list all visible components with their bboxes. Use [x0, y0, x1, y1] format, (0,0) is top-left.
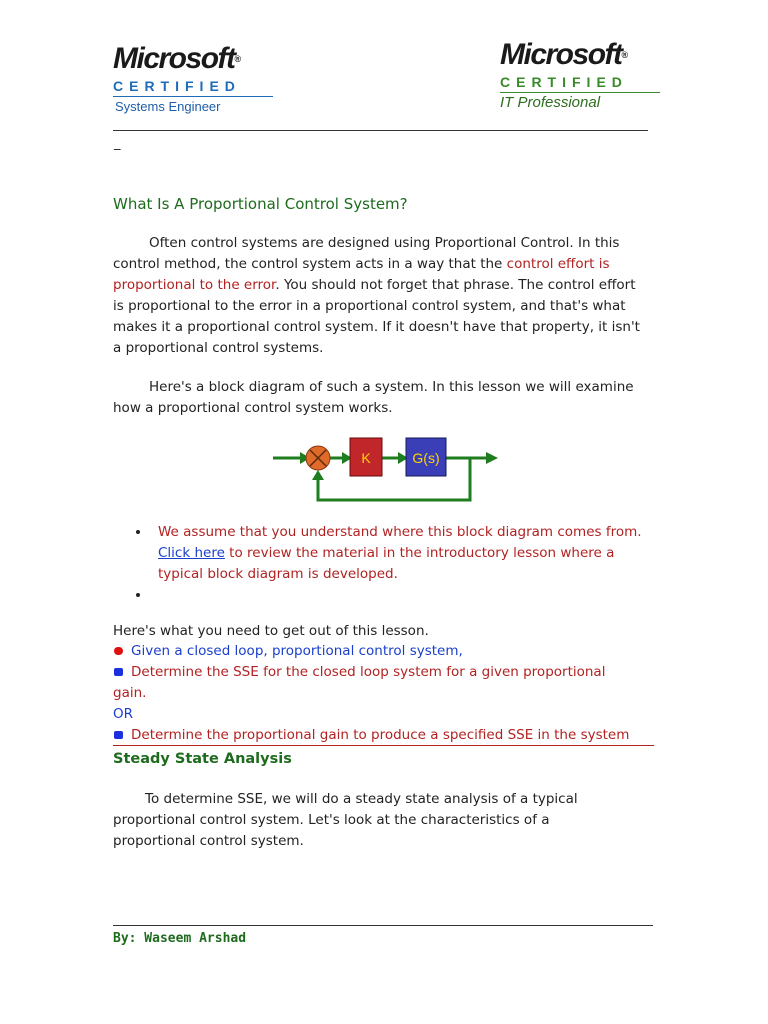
logo-certified: CERTIFIED	[113, 78, 241, 94]
logo-brand: Microsoft®	[113, 42, 242, 75]
footer-rule	[113, 925, 653, 926]
bullet-dot	[136, 593, 140, 597]
feedback-arrow-head	[312, 470, 324, 480]
author-byline: By: Waseem Arshad	[113, 931, 247, 946]
bullet-text: to review the material in the introductory lesson where a typical block diagram is developed.	[158, 545, 615, 582]
paragraph-text: Often control systems are designed using Proportional Control. In this control method, the control system acts in a way that the	[113, 235, 620, 272]
feedback-wire	[318, 458, 470, 500]
goals-intro: Here's what you need to get out of this lesson.	[113, 623, 429, 639]
header-rule	[113, 130, 648, 131]
diagram-intro-paragraph: Here's a block diagram of such a system. In this lesson we will examine how a proportional control system works.	[113, 379, 634, 416]
assumption-bullet	[158, 522, 648, 585]
intro-paragraph	[113, 233, 643, 359]
paragraph-text: . You should not forget that phrase. The control effort is proportional to the error in a proportional control system, and that's what makes it a proportional control system. If it doesn't have that property, it isn't a proportional control systems.	[113, 277, 640, 356]
microsoft-certified-systems-engineer-logo	[113, 44, 273, 116]
logo-certified: CERTIFIED	[500, 74, 628, 90]
section-divider	[113, 745, 654, 746]
or-label: OR	[113, 706, 134, 722]
section-heading: Steady State Analysis	[113, 751, 292, 767]
plant-label: G(s)	[412, 450, 440, 466]
bullet-text: We assume that you understand where this block diagram comes from.	[158, 524, 642, 540]
stray-mark: _	[114, 136, 121, 151]
logo-brand: Microsoft®	[500, 38, 629, 71]
empty-bullet	[158, 585, 168, 606]
click-here-link[interactable]: Click here	[158, 545, 225, 561]
microsoft-certified-it-professional-logo	[500, 40, 660, 112]
steady-state-paragraph: To determine SSE, we will do a steady state analysis of a typical proportional control system. Let's look at the characteristics of a proportional control system.	[113, 791, 578, 849]
section-heading: What Is A Proportional Control System?	[113, 195, 408, 213]
goal-item: Determine the proportional gain to produce a specified SSE in the system	[131, 727, 630, 743]
goal-item: Determine the SSE for the closed loop system for a given proportional	[131, 664, 606, 680]
goal-item-continuation: gain.	[113, 685, 147, 701]
gain-label: K	[361, 450, 371, 466]
red-bullet-icon	[114, 647, 123, 655]
blue-square-bullet-icon	[114, 668, 123, 676]
block-diagram	[270, 430, 510, 510]
goal-item: Given a closed loop, proportional control system,	[131, 643, 463, 659]
key-phrase: control effort is proportional to the error	[113, 256, 610, 293]
logo-subtitle: Systems Engineer	[113, 96, 273, 116]
bullet-dot	[136, 530, 140, 534]
output-arrow-head	[486, 452, 498, 464]
logo-subtitle: IT Professional	[500, 92, 660, 112]
blue-square-bullet-icon	[114, 731, 123, 739]
